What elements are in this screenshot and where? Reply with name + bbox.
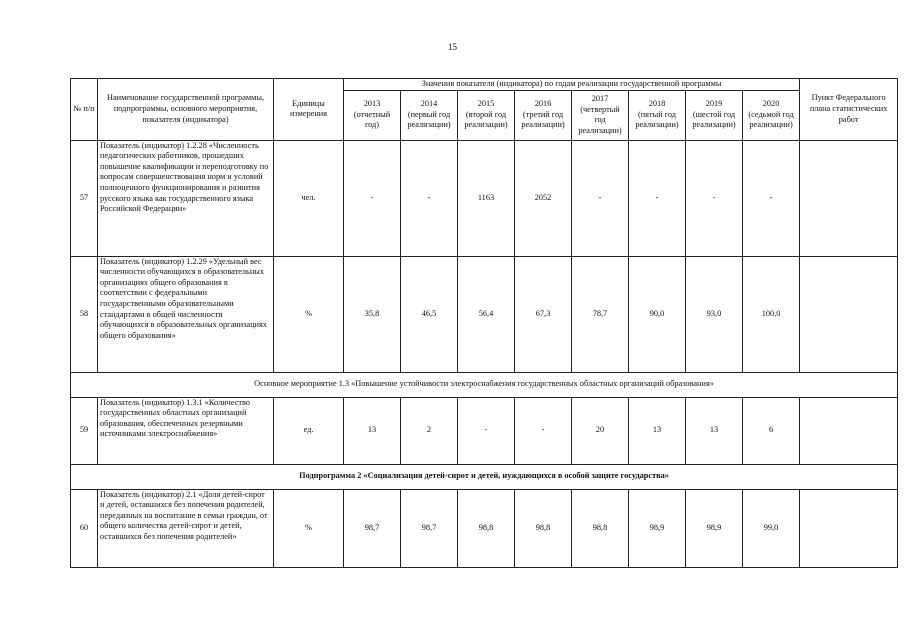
header-year: 2020 (седьмой год реализации): [743, 90, 800, 140]
header-year: 2018 (пятый год реализации): [629, 90, 686, 140]
row-unit: ед.: [274, 397, 344, 464]
row-value: 20: [572, 397, 629, 464]
row-num: 58: [71, 256, 98, 372]
row-value: 98,8: [515, 489, 572, 567]
header-name: Наименование государственной программы, подпрограммы, основного мероприятия, показателя (индикатора): [98, 79, 274, 141]
row-value: 13: [686, 397, 743, 464]
section-subprogram-2: Подпрограмма 2 «Социализация детей-сирот и детей, нуждающихся в особой защите государства»: [71, 464, 898, 489]
row-plan: [800, 489, 898, 567]
table-row: [71, 140, 898, 256]
table-row: [71, 489, 898, 567]
section-row: [71, 464, 898, 489]
header-num: № п/п: [71, 79, 98, 141]
row-name: Показатель (индикатор) 2.1 «Доля детей-сирот и детей, оставшихся без попечения родителей, переданных на воспитание в семьи граждан, от общего количества детей-сирот и детей, оставшихся без попечения родителей»: [98, 489, 274, 567]
row-value: -: [458, 397, 515, 464]
header-unit: Единицы измерения: [274, 79, 344, 141]
row-value: 13: [344, 397, 401, 464]
row-value: 100,0: [743, 256, 800, 372]
header-year: 2017 (четвертый год реализации): [572, 90, 629, 140]
header-year: 2014 (первый год реализации): [401, 90, 458, 140]
row-value: 2052: [515, 140, 572, 256]
row-unit: чел.: [274, 140, 344, 256]
row-value: 6: [743, 397, 800, 464]
row-value: 98,7: [401, 489, 458, 567]
row-plan: [800, 397, 898, 464]
header-year: 2016 (третий год реализации): [515, 90, 572, 140]
row-value: -: [344, 140, 401, 256]
header-year: 2019 (шестой год реализации): [686, 90, 743, 140]
row-value: -: [743, 140, 800, 256]
row-value: 2: [401, 397, 458, 464]
row-value: 67,3: [515, 256, 572, 372]
section-row: [71, 372, 898, 397]
header-federal-plan: Пункт Федерального плана статистических работ: [800, 79, 898, 141]
row-value: 98,7: [344, 489, 401, 567]
row-unit: %: [274, 256, 344, 372]
row-value: 98,9: [686, 489, 743, 567]
row-value: -: [572, 140, 629, 256]
row-value: 78,7: [572, 256, 629, 372]
row-value: 35,8: [344, 256, 401, 372]
indicators-table: [70, 78, 898, 568]
row-value: -: [515, 397, 572, 464]
row-name: Показатель (индикатор) 1.2.28 «Численность педагогических работников, прошедших повышение квалификации и переподготовку по вопросам совершенствования норм и условий полноценного функционирования и развития русского языка как государственного языка Российской Федерации»: [98, 140, 274, 256]
row-value: 98,9: [629, 489, 686, 567]
row-value: -: [686, 140, 743, 256]
header-year: 2013 (отчетный год): [344, 90, 401, 140]
row-name: Показатель (индикатор) 1.2.29 «Удельный вес численности обучающихся в образовательных организациях общего образования в соответствии с федеральными государственными образовательными стандартами в общей численности обучающихся в образовательных организациях общего образования»: [98, 256, 274, 372]
row-value: 99,0: [743, 489, 800, 567]
row-value: 98,8: [458, 489, 515, 567]
header-year: 2015 (второй год реализации): [458, 90, 515, 140]
row-value: 46,5: [401, 256, 458, 372]
row-value: 56,4: [458, 256, 515, 372]
row-value: 1163: [458, 140, 515, 256]
row-value: 93,0: [686, 256, 743, 372]
page-number: 15: [448, 42, 457, 52]
row-num: 60: [71, 489, 98, 567]
row-plan: [800, 140, 898, 256]
table-row: [71, 397, 898, 464]
row-plan: [800, 256, 898, 372]
header-values-group: Значения показателя (индикатора) по годам реализации государственной программы: [344, 79, 800, 91]
table-row: [71, 256, 898, 372]
row-unit: %: [274, 489, 344, 567]
row-value: -: [401, 140, 458, 256]
row-num: 59: [71, 397, 98, 464]
row-num: 57: [71, 140, 98, 256]
header-row-top: [71, 79, 898, 91]
row-value: -: [629, 140, 686, 256]
section-measure-1-3: Основное мероприятие 1.3 «Повышение устойчивости электроснабжения государственных областных организаций образования»: [71, 372, 898, 397]
row-value: 13: [629, 397, 686, 464]
row-value: 98,8: [572, 489, 629, 567]
row-value: 90,0: [629, 256, 686, 372]
row-name: Показатель (индикатор) 1.3.1 «Количество государственных областных организаций образования, обеспеченных резервными источниками электроснабжения»: [98, 397, 274, 464]
